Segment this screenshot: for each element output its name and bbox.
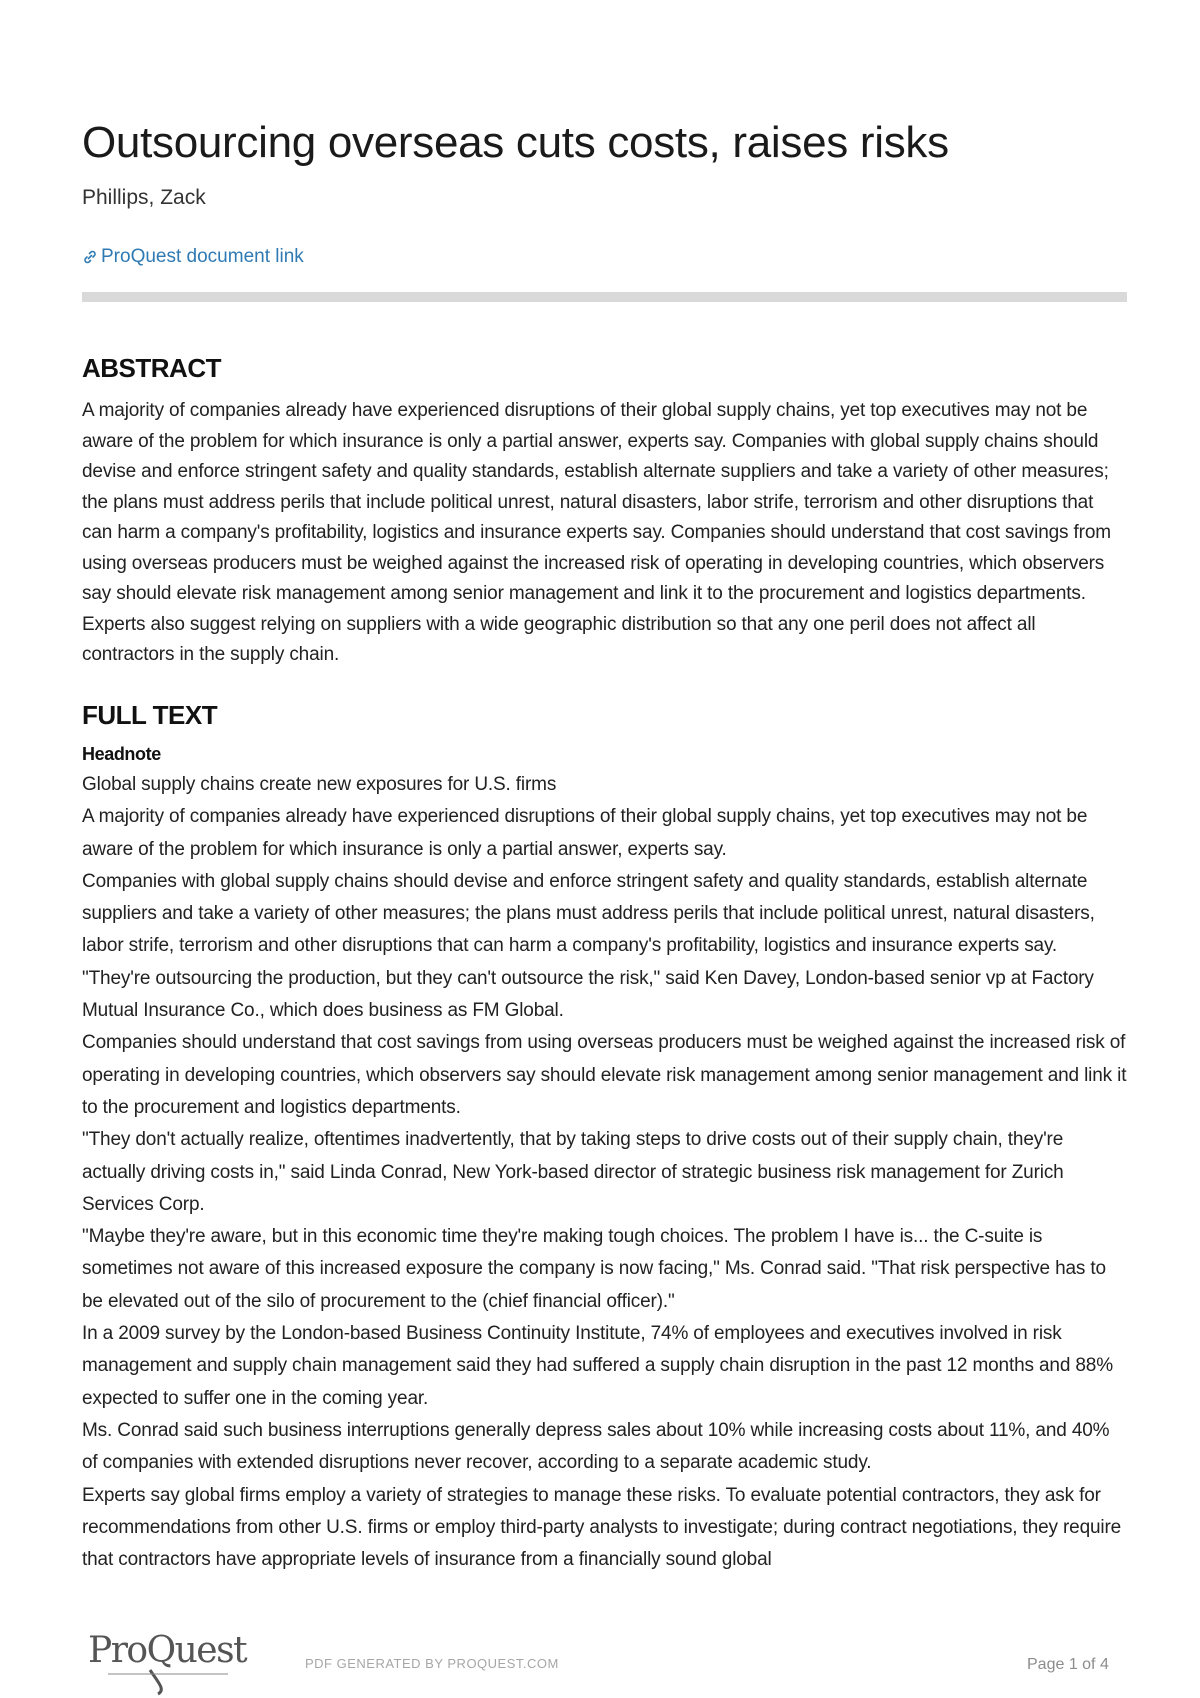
author-name: Phillips, Zack bbox=[82, 186, 206, 209]
full-text-paragraph: "They don't actually realize, oftentimes inadvertently, that by taking steps to drive costs out of their supply chain, they're actually driving costs in," said Linda Conrad, New York-based director of strategic business risk management for Zurich Services Corp. bbox=[82, 1129, 1064, 1215]
page-footer bbox=[0, 1626, 1200, 1698]
full-text-paragraph: In a 2009 survey by the London-based Business Continuity Institute, 74% of employees and executives involved in risk management and supply chain management said they had suffered a supply chain disruption in the past 12 months and 88% expected to suffer one in the coming year. bbox=[82, 1323, 1113, 1409]
full-text-paragraph: Companies should understand that cost savings from using overseas producers must be weighed against the increased risk of operating in developing countries, which observers say should elevate risk management among senior management and link it to the procurement and logistics departments. bbox=[82, 1032, 1127, 1118]
document-link-label[interactable]: ProQuest document link bbox=[101, 246, 304, 267]
generated-by-label: PDF GENERATED BY PROQUEST.COM bbox=[305, 1656, 559, 1671]
page-number: Page 1 of 4 bbox=[1027, 1656, 1109, 1673]
proquest-logo bbox=[88, 1630, 247, 1696]
full-text-paragraph: "They're outsourcing the production, but they can't outsource the risk," said Ken Davey, London-based senior vp at Factory Mutual Insurance Co., which does business as FM Global. bbox=[82, 967, 1094, 1022]
full-text-paragraph: Experts say global firms employ a variety of strategies to manage these risks. To evaluate potential contractors, they ask for recommendations from other U.S. firms or employ third-party analysts to investigate; during contract negotiations, they require that contractors have appropriate levels of insurance from a financially sound global bbox=[82, 1484, 1122, 1571]
page-title: Outsourcing overseas cuts costs, raises risks bbox=[82, 118, 949, 167]
proquest-document-link[interactable] bbox=[82, 246, 304, 268]
full-text-paragraph: "Maybe they're aware, but in this economic time they're making tough choices. The problem I have is... the C-suite is sometimes not aware of this increased exposure the company is now facing," Ms. Conrad said. "That risk perspective has to be elevated out of the silo of procurement to the (chief financial officer)." bbox=[82, 1226, 1106, 1312]
headnote-label: Headnote bbox=[82, 744, 161, 764]
full-text-body bbox=[82, 744, 1127, 1576]
full-text-paragraph: Ms. Conrad said such business interruptions generally depress sales about 10% while increasing costs about 11%, and 40% of companies with extended disruptions never recover, according to a separate academic study. bbox=[82, 1419, 1110, 1474]
logo-text: ProQuest bbox=[88, 1630, 247, 1671]
full-text-paragraph: Companies with global supply chains should devise and enforce stringent safety and quality standards, establish alternate suppliers and take a variety of other measures; the plans must address perils that include political unrest, natural disasters, labor strife, terrorism and other disruptions that can harm a company's profitability, logistics and insurance experts say. bbox=[82, 870, 1095, 957]
link-icon bbox=[82, 249, 98, 265]
full-text-paragraph: A majority of companies already have experienced disruptions of their global supply chains, yet top executives may not be aware of the problem for which insurance is only a partial answer, experts say. bbox=[82, 806, 1088, 860]
abstract-heading: ABSTRACT bbox=[82, 353, 221, 383]
header-divider bbox=[82, 292, 1127, 302]
full-text-heading: FULL TEXT bbox=[82, 700, 218, 730]
abstract-text: A majority of companies already have experienced disruptions of their global supply chains, yet top executives may not be aware of the problem for which insurance is only a partial answer, experts say. Companies with global supply chains should devise and enforce stringent safety and quality standards, establish alternate suppliers and take a variety of other measures; the plans must address perils that include political unrest, natural disasters, labor strife, terrorism and other disruptions that can harm a company's profitability, logistics and insurance experts say. Companies should understand that cost savings from using overseas producers must be weighed against the increased risk of operating in developing countries, which observers say should elevate risk management among senior management and link it to the procurement and logistics departments. Experts also suggest relying on suppliers with a wide geographic distribution so that any one peril does not affect all contractors in the supply chain. bbox=[82, 400, 1111, 665]
full-text-paragraph: Global supply chains create new exposures for U.S. firms bbox=[82, 774, 557, 795]
